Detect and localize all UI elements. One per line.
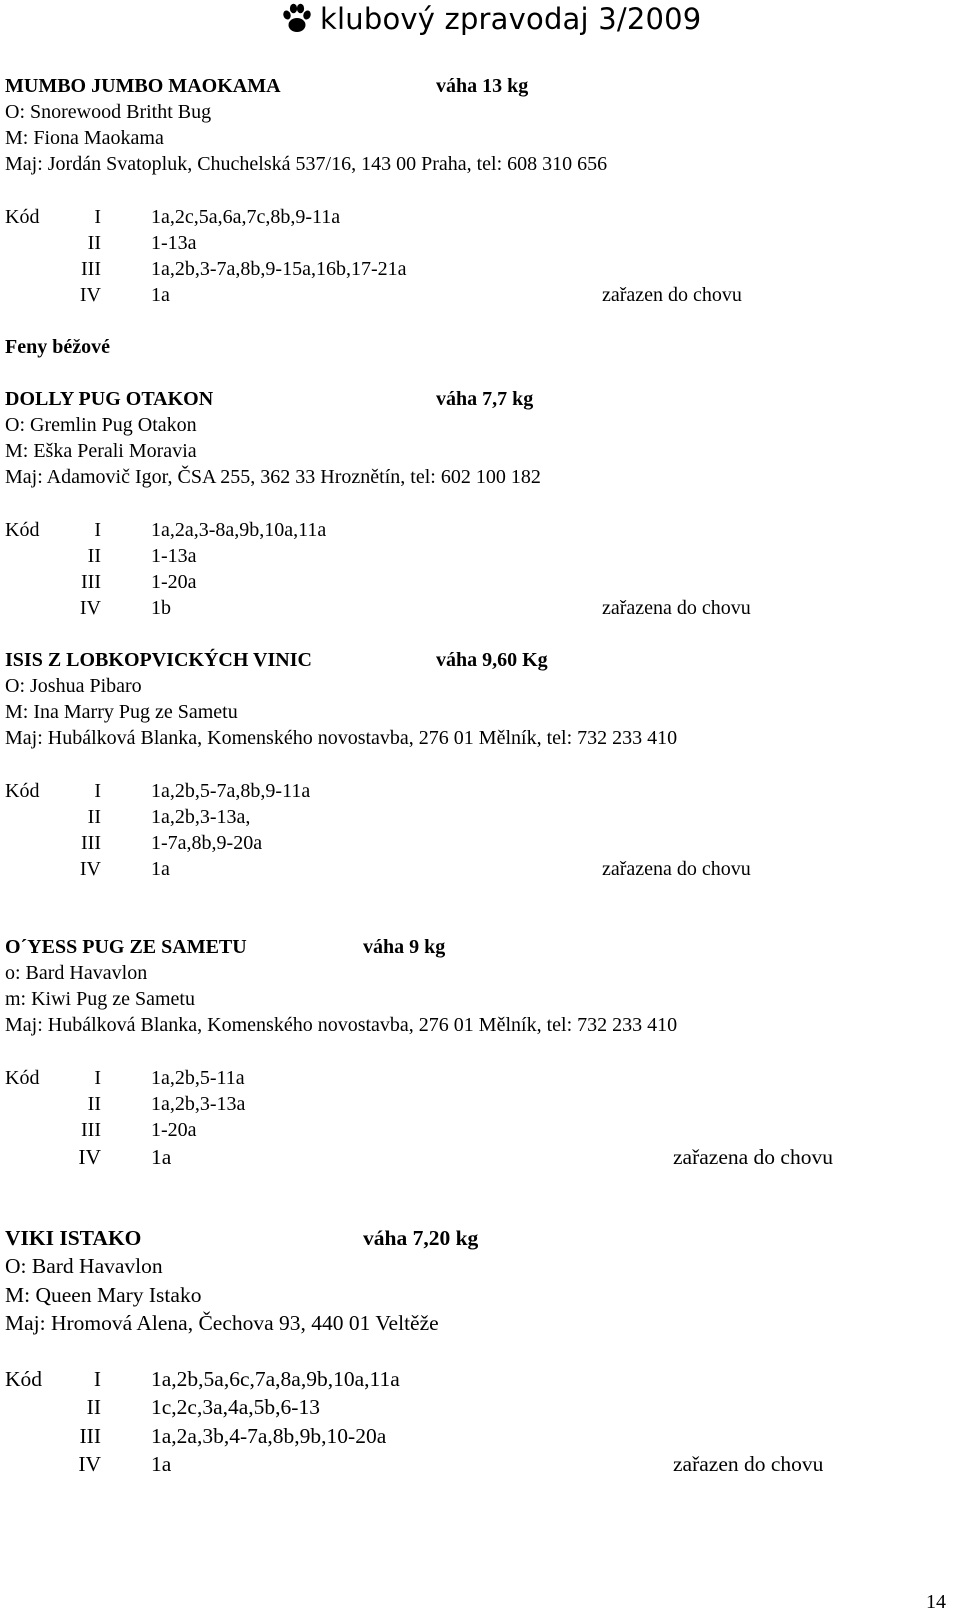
evaluation-codes [5, 1365, 955, 1479]
code-roman: I [94, 206, 101, 228]
dog-mother: m: Kiwi Pug ze Sametu [5, 988, 195, 1010]
code-roman: III [81, 258, 101, 280]
evaluation-codes [5, 517, 955, 621]
kod-label: Kód [5, 519, 40, 541]
dog-owner: Maj: Hromová Alena, Čechova 93, 440 01 Veltěže [5, 1311, 439, 1335]
code-value: 1a [151, 284, 170, 306]
dog-heading [5, 647, 955, 673]
dog-owner: Maj: Jordán Svatopluk, Chuchelská 537/16, 143 00 Praha, tel: 608 310 656 [5, 153, 608, 175]
code-row [5, 517, 955, 543]
code-value: 1-7a,8b,9-20a [151, 832, 263, 854]
code-value: 1-20a [151, 1119, 197, 1141]
dog-owner: Maj: Hubálková Blanka, Komenského novostavba, 276 01 Mělník, tel: 732 233 410 [5, 1014, 678, 1036]
code-value: 1a,2a,3-8a,9b,10a,11a [151, 519, 327, 541]
newsletter-header [280, 2, 701, 36]
spacer [5, 1172, 955, 1224]
code-roman: II [86, 1395, 101, 1419]
code-value: 1c,2c,3a,4a,5b,6-13 [151, 1395, 320, 1419]
spacer [5, 621, 955, 647]
evaluation-codes [5, 778, 955, 882]
code-value: 1a,2b,3-7a,8b,9-15a,16b,17-21a [151, 258, 407, 280]
paw-print-icon [280, 2, 314, 36]
code-row [5, 804, 955, 830]
code-roman: II [87, 232, 101, 254]
spacer [5, 882, 955, 934]
code-roman: II [87, 806, 101, 828]
code-value: 1a [151, 1452, 172, 1476]
dog-name: MUMBO JUMBO MAOKAMA [5, 75, 281, 97]
code-roman: IV [79, 284, 101, 306]
dog-heading [5, 73, 955, 99]
section-title: Feny béžové [5, 336, 110, 358]
dog-heading [5, 934, 955, 960]
dog-mother: M: Queen Mary Istako [5, 1282, 202, 1307]
code-roman: III [81, 571, 101, 593]
kod-label: Kód [5, 1067, 40, 1089]
spacer [5, 308, 955, 334]
breeding-status: zařazen do chovu [602, 284, 742, 306]
breeding-status: zařazena do chovu [602, 858, 751, 880]
code-value: 1a [151, 1145, 172, 1169]
breeding-status: zařazena do chovu [602, 597, 751, 619]
dog-weight: váha 7,7 kg [436, 388, 534, 410]
code-value: 1-20a [151, 571, 197, 593]
code-row [5, 230, 955, 256]
dog-weight: váha 9,60 Kg [436, 649, 548, 671]
code-value: 1a,2b,5-7a,8b,9-11a [151, 780, 311, 802]
code-row [5, 1365, 955, 1394]
code-roman: III [81, 832, 101, 854]
dog-entry [5, 1224, 955, 1479]
code-roman: IV [79, 597, 101, 619]
code-row [5, 1393, 955, 1422]
code-value: 1a,2b,3-13a [151, 1093, 246, 1115]
dog-entry [5, 647, 955, 882]
code-row [5, 256, 955, 282]
kod-label: Kód [5, 1366, 43, 1391]
code-roman: IV [79, 858, 101, 880]
code-row [5, 595, 955, 621]
code-roman: I [94, 519, 101, 541]
code-value: 1a,2c,5a,6a,7c,8b,9-11a [151, 206, 341, 228]
dog-weight: váha 9 kg [363, 936, 446, 958]
code-row [5, 1117, 955, 1143]
code-value: 1b [151, 597, 171, 619]
dog-owner: Maj: Adamovič Igor, ČSA 255, 362 33 Hroznětín, tel: 602 100 182 [5, 466, 541, 488]
dog-name: DOLLY PUG OTAKON [5, 388, 214, 410]
code-row [5, 830, 955, 856]
dog-father: O: Snorewood Britht Bug [5, 101, 212, 123]
code-row [5, 1450, 955, 1479]
code-row [5, 282, 955, 308]
kod-label: Kód [5, 206, 40, 228]
spacer [5, 360, 955, 386]
code-roman: III [79, 1423, 101, 1448]
code-row [5, 1143, 955, 1172]
dog-weight: váha 13 kg [436, 75, 529, 97]
code-roman: I [93, 1366, 101, 1391]
code-value: 1a,2b,3-13a, [151, 806, 251, 828]
document-body [5, 73, 955, 1479]
newsletter-title: klubový zpravodaj 3/2009 [320, 2, 702, 36]
code-roman: II [87, 1093, 101, 1115]
code-roman: III [81, 1119, 101, 1141]
breeding-status: zařazen do chovu [673, 1452, 824, 1476]
dog-mother: M: Eška Perali Moravia [5, 440, 197, 462]
code-value: 1a [151, 858, 170, 880]
code-value: 1a,2b,5-11a [151, 1067, 245, 1089]
breeding-status: zařazena do chovu [673, 1145, 833, 1169]
dog-father: o: Bard Havavlon [5, 962, 148, 984]
code-roman: II [87, 545, 101, 567]
code-roman: IV [78, 1145, 101, 1169]
dog-heading [5, 386, 955, 412]
code-value: 1a,2b,5a,6c,7a,8a,9b,10a,11a [151, 1366, 400, 1391]
dog-mother: M: Ina Marry Pug ze Sametu [5, 701, 238, 723]
dog-name: O´YESS PUG ZE SAMETU [5, 936, 247, 958]
evaluation-codes [5, 204, 955, 308]
code-row [5, 1091, 955, 1117]
dog-name: VIKI ISTAKO [5, 1225, 142, 1250]
code-row [5, 569, 955, 595]
code-row [5, 1065, 955, 1091]
dog-entry-continued [5, 1143, 955, 1172]
code-row [5, 1422, 955, 1451]
dog-father: O: Joshua Pibaro [5, 675, 142, 697]
code-value: 1a,2a,3b,4-7a,8b,9b,10-20a [151, 1423, 387, 1448]
dog-heading [5, 1224, 955, 1253]
dog-owner: Maj: Hubálková Blanka, Komenského novostavba, 276 01 Mělník, tel: 732 233 410 [5, 727, 678, 749]
page-number: 14 [926, 1591, 946, 1613]
dog-entry [5, 934, 955, 1143]
code-roman: IV [78, 1452, 101, 1476]
code-row [5, 856, 955, 882]
dog-entry [5, 386, 955, 621]
dog-father: O: Bard Havavlon [5, 1254, 163, 1278]
kod-label: Kód [5, 780, 40, 802]
code-row [5, 543, 955, 569]
code-value: 1-13a [151, 232, 197, 254]
code-value: 1-13a [151, 545, 197, 567]
dog-father: O: Gremlin Pug Otakon [5, 414, 197, 436]
evaluation-codes [5, 1065, 955, 1143]
dog-weight: váha 7,20 kg [363, 1225, 479, 1250]
dog-entry [5, 73, 955, 308]
dog-mother: M: Fiona Maokama [5, 127, 164, 149]
dog-name: ISIS Z LOBKOPVICKÝCH VINIC [5, 649, 312, 671]
code-roman: I [94, 1067, 101, 1089]
code-row [5, 778, 955, 804]
code-roman: I [94, 780, 101, 802]
code-row [5, 204, 955, 230]
